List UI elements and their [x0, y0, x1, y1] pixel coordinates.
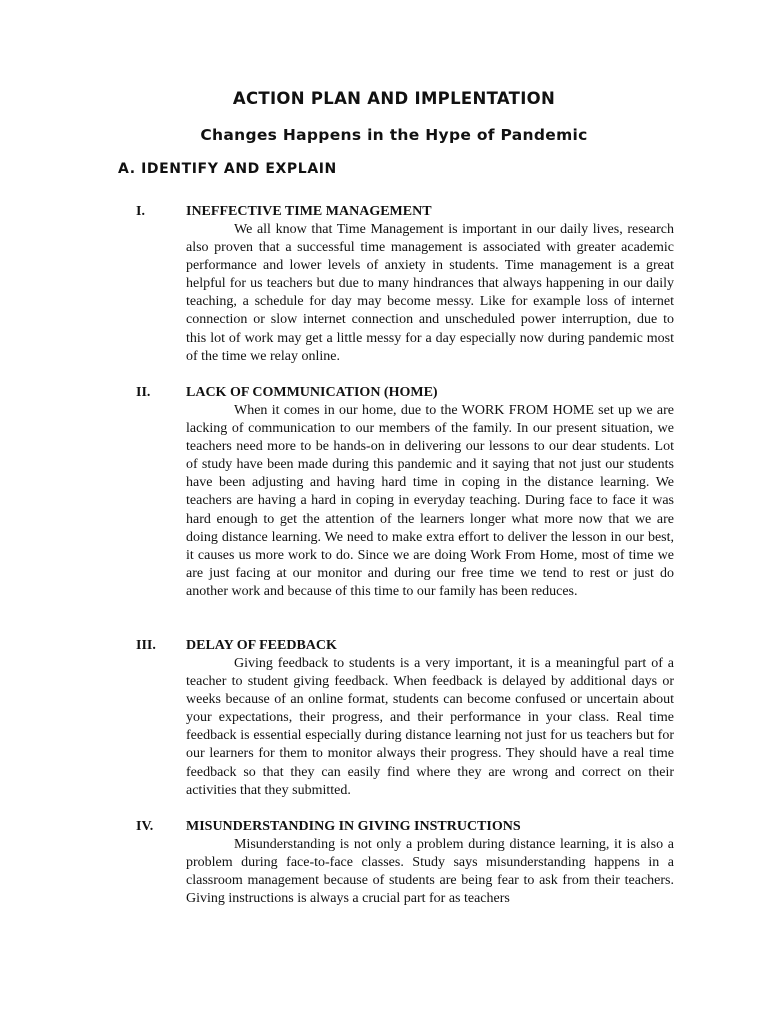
item-numeral: III. — [136, 638, 156, 653]
document-title: ACTION PLAN AND IMPLENTATION — [232, 89, 556, 108]
item-heading: LACK OF COMMUNICATION (HOME) — [186, 385, 438, 400]
item-heading: INEFFECTIVE TIME MANAGEMENT — [186, 204, 432, 219]
item-body: When it comes in our home, due to the WORK FROM HOME set up we are lacking of communication to our members of the family. In our present situation, we teachers need more to be hands-on in delivering our lessons to our dear students. Lot of study have been made during this pandemic and it saying that not just our students have been adjusting and having hard time in coping in the distance learning. We teachers are having a hard in coping in everyday teaching. During face to face it was hard enough to get the attention of the learners longer what more now that we are doing distance learning. We need to make extra effort to deliver the lesson in our best, it causes us more work to do. Since we are doing Work From Home, most of time we are just facing at our monitor and during our free time we tend to rest or just do another work and because of this time to our family has been reduces. — [186, 403, 674, 599]
item-heading: MISUNDERSTANDING IN GIVING INSTRUCTIONS — [186, 819, 521, 834]
document-subtitle: Changes Happens in the Hype of Pandemic — [200, 126, 588, 144]
item-body: We all know that Time Management is important in our daily lives, research also proven that a successful time management is associated with greater academic performance and lower levels of anxiety in students. Time management is a great helpful for us teachers but due to many hindrances that always happening in our daily teaching, a schedule for day may become messy. Like for example loss of internet connection or slow internet connection and unscheduled power interruption, due to this lot of work may get a little messy for a day especially now during pandemic most of the time we relay online. — [186, 222, 674, 364]
item-numeral: I. — [136, 204, 145, 219]
item-heading: DELAY OF FEEDBACK — [186, 638, 337, 653]
item-body: Misunderstanding is not only a problem during distance learning, it is also a problem during face-to-face classes. Study says misunderstanding happens in a classroom management because of students are being fear to ask from their teachers. Giving instructions is always a crucial part for as teachers — [186, 837, 674, 907]
item-numeral: IV. — [136, 819, 154, 834]
section-heading: A. IDENTIFY AND EXPLAIN — [118, 161, 337, 177]
item-body: Giving feedback to students is a very important, it is a meaningful part of a teacher to student giving feedback. When feedback is delayed by additional days or weeks because of an online format, students can become confused or uncertain about your expectations, their progress, and their performance in your class. Real time feedback is essential especially during distance learning not just for us teachers but for our learners for them to monitor always their progress. They should have a real time feedback so that they can easily find where they are wrong and correct on their activities that they submitted. — [186, 656, 674, 798]
item-numeral: II. — [136, 385, 151, 400]
